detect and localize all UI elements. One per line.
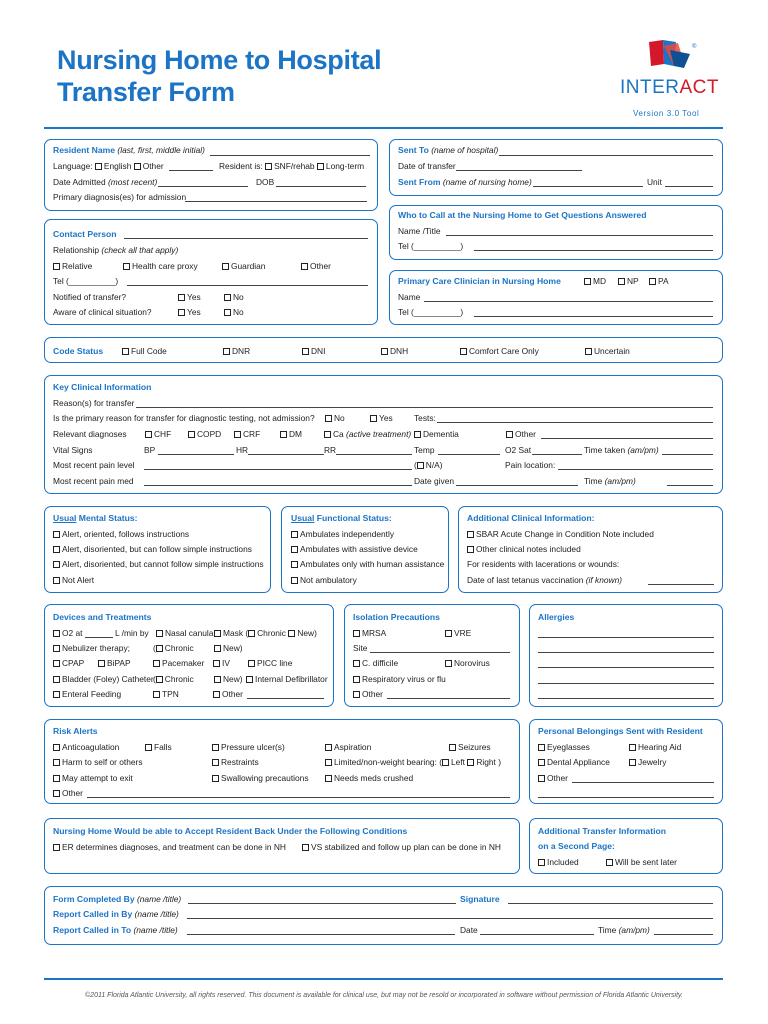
- other-notes-option: Other clinical notes included: [467, 544, 581, 555]
- vre-option: VRE: [445, 628, 471, 639]
- isolation-other-option: Other: [353, 689, 383, 700]
- ca-checkbox[interactable]: [324, 431, 331, 438]
- may-exit-checkbox[interactable]: [53, 775, 60, 782]
- bladder-chronic-checkbox[interactable]: [156, 676, 163, 683]
- cdiff-checkbox[interactable]: [353, 660, 360, 667]
- guardian-checkbox[interactable]: [222, 263, 229, 270]
- aware-yes: Yes: [178, 307, 201, 318]
- contact-tel-field[interactable]: [127, 285, 368, 286]
- functional-checkbox[interactable]: [291, 561, 298, 568]
- additional-transfer-label-b: on a Second Page:: [538, 841, 615, 851]
- enteral-checkbox[interactable]: [53, 691, 60, 698]
- pain-time-row: Time (am/pm): [584, 476, 636, 486]
- devices-other-option: Other: [213, 689, 243, 700]
- pa-option: PA: [649, 276, 669, 287]
- pain-na: ( N/A): [414, 460, 443, 470]
- unit-field[interactable]: [665, 186, 713, 187]
- relationship-row: Relationship (check all that apply): [53, 245, 179, 255]
- time-taken-row: Time taken (am/pm): [584, 445, 659, 455]
- isolation-label: Isolation Precautions: [353, 612, 440, 622]
- seizures-checkbox[interactable]: [449, 744, 456, 751]
- na-checkbox[interactable]: [417, 462, 424, 469]
- bladder-option: Bladder (Foley) Catheter: [53, 674, 154, 685]
- english-checkbox[interactable]: [95, 163, 102, 170]
- language-other-checkbox[interactable]: [134, 163, 141, 170]
- neb-new: New): [214, 643, 243, 654]
- rel-dx-label: Relevant diagnoses: [53, 429, 127, 439]
- uncertain-checkbox[interactable]: [585, 348, 592, 355]
- crf-checkbox[interactable]: [234, 431, 241, 438]
- left-checkbox[interactable]: [442, 759, 449, 766]
- completion-time-row: Time (am/pm): [598, 925, 650, 935]
- functional-item: Ambulates with assistive device: [291, 544, 418, 555]
- mental-checkbox[interactable]: [53, 577, 60, 584]
- restraints-option: Restraints: [212, 757, 259, 768]
- mrsa-option: MRSA: [353, 628, 386, 639]
- cdiff-option: C. difficile: [353, 658, 398, 669]
- aware-yes-checkbox[interactable]: [178, 309, 185, 316]
- dx-dm: DM: [280, 429, 302, 440]
- pcc-label: Primary Care Clinician in Nursing Home: [398, 276, 561, 286]
- sent-from-row: Sent From (name of nursing home): [398, 177, 532, 187]
- whocall-name-label: Name /Title: [398, 226, 441, 236]
- completion-date-label: Date: [460, 925, 478, 935]
- anticoag-option: Anticoagulation: [53, 742, 119, 753]
- neb-chronic: ( Chronic: [153, 643, 194, 653]
- jewelry-option: Jewelry: [629, 757, 666, 768]
- pacemaker-checkbox[interactable]: [153, 660, 160, 667]
- contact-tel-row: Tel (__________): [53, 276, 119, 286]
- copyright-footer: ©2011 Florida Atlantic University, all rights reserved. This document is available for clinical use, but may not be resold or incorporated in software without permission of Florida Atlantic University.: [85, 992, 683, 999]
- language-other-field[interactable]: [169, 170, 213, 171]
- pain-location-field[interactable]: [558, 469, 713, 470]
- bp-field[interactable]: [158, 454, 234, 455]
- mental-item: Alert, oriented, follows instructions: [53, 529, 189, 540]
- sent-to-field[interactable]: [499, 155, 713, 156]
- devices-other-field[interactable]: [247, 698, 324, 699]
- jewelry-checkbox[interactable]: [629, 759, 636, 766]
- allergies-line[interactable]: [538, 698, 714, 699]
- signature-field[interactable]: [508, 903, 713, 904]
- header-divider: [44, 127, 723, 129]
- functional-checkbox[interactable]: [291, 577, 298, 584]
- primary-dx-label: Primary diagnosis(es) for admission: [53, 192, 187, 202]
- guardian-option: Guardian: [222, 261, 265, 272]
- pain-med-field[interactable]: [144, 485, 412, 486]
- version-label: Version 3.0 Tool: [633, 109, 700, 118]
- right-checkbox[interactable]: [467, 759, 474, 766]
- o2-option: O2 at: [53, 628, 82, 639]
- devices-label: Devices and Treatments: [53, 612, 152, 622]
- sent-to-row: Sent To (name of hospital): [398, 145, 499, 155]
- pcc-tel-row: Tel (__________): [398, 307, 464, 317]
- bladder-new-checkbox[interactable]: [214, 676, 221, 683]
- contact-other-option: Other: [301, 261, 331, 272]
- dnr-checkbox[interactable]: [223, 348, 230, 355]
- risk-other-field[interactable]: [87, 797, 510, 798]
- lmin-label: L /min by: [115, 628, 149, 638]
- additional-transfer-label-a: Additional Transfer Information: [538, 826, 666, 836]
- pain-level-field[interactable]: [144, 469, 412, 470]
- whocall-name-field[interactable]: [446, 235, 713, 236]
- dx-copd: COPD: [188, 429, 221, 440]
- dx-chf: CHF: [145, 429, 171, 440]
- completed-by-field[interactable]: [188, 903, 456, 904]
- code-dni: DNI: [302, 346, 325, 357]
- primary-question: Is the primary reason for transfer for diagnostic testing, not admission?: [53, 413, 315, 423]
- limited-checkbox[interactable]: [325, 759, 332, 766]
- aspiration-checkbox[interactable]: [325, 744, 332, 751]
- proxy-option: Health care proxy: [123, 261, 198, 272]
- date-admitted-field[interactable]: [158, 186, 248, 187]
- allergies-line[interactable]: [538, 667, 714, 668]
- brand-wordmark: INTERACT: [620, 77, 719, 98]
- nasal-checkbox[interactable]: [156, 630, 163, 637]
- o2-checkbox[interactable]: [53, 630, 60, 637]
- resident-name-row: Resident Name (last, first, middle initial): [53, 145, 205, 155]
- relative-option: Relative: [53, 261, 92, 272]
- md-checkbox[interactable]: [584, 278, 591, 285]
- np-option: NP: [618, 276, 639, 287]
- isolation-other-field[interactable]: [387, 698, 510, 699]
- functional-item: Ambulates independently: [291, 529, 394, 540]
- title-line-2: Transfer Form: [57, 77, 235, 107]
- pcc-tel-field[interactable]: [474, 316, 713, 317]
- accept-back-label: Nursing Home Would be able to Accept Resident Back Under the Following Conditions: [53, 826, 408, 836]
- aware-no-checkbox[interactable]: [224, 309, 231, 316]
- resident-is-row: Resident is: SNF/rehab Long-term: [219, 161, 365, 171]
- noro-checkbox[interactable]: [445, 660, 452, 667]
- relative-checkbox[interactable]: [53, 263, 60, 270]
- pain-location-label: Pain location:: [505, 460, 556, 470]
- footer-divider: [44, 978, 723, 980]
- o2-rate-field[interactable]: [85, 637, 113, 638]
- contact-person-field[interactable]: [124, 238, 368, 239]
- sbar-option: SBAR Acute Change in Condition Note included: [467, 529, 654, 540]
- allergies-label: Allergies: [538, 612, 575, 622]
- site-field[interactable]: [370, 652, 510, 653]
- cpap-option: CPAP: [53, 658, 84, 669]
- risk-other-option: Other: [53, 788, 83, 799]
- mental-checkbox[interactable]: [53, 561, 60, 568]
- allergies-line[interactable]: [538, 652, 714, 653]
- aspiration-option: Aspiration: [325, 742, 371, 753]
- tests-label: Tests:: [414, 413, 436, 423]
- o2-field[interactable]: [532, 454, 582, 455]
- dob-label: DOB: [256, 177, 275, 187]
- functional-checkbox[interactable]: [291, 531, 298, 538]
- primary-yes-checkbox[interactable]: [370, 415, 377, 422]
- later-option: Will be sent later: [606, 857, 677, 868]
- mental-item: Alert, disoriented, but can follow simple instructions: [53, 544, 252, 555]
- belongings-other-option: Other: [538, 773, 568, 784]
- mental-item: Alert, disoriented, but cannot follow simple instructions: [53, 559, 264, 570]
- whocall-tel-field[interactable]: [474, 250, 713, 251]
- code-uncertain: Uncertain: [585, 346, 630, 357]
- resident-name-field[interactable]: [210, 155, 370, 156]
- er-checkbox[interactable]: [53, 844, 60, 851]
- primary-no-checkbox[interactable]: [325, 415, 332, 422]
- mask-option: Mask ( Chronic New): [214, 628, 317, 639]
- dental-checkbox[interactable]: [538, 759, 545, 766]
- long-term-checkbox[interactable]: [317, 163, 324, 170]
- completed-by-row: Form Completed By (name /title): [53, 894, 182, 904]
- copd-checkbox[interactable]: [188, 431, 195, 438]
- vitals-label: Vital Signs: [53, 445, 93, 455]
- code-dnr: DNR: [223, 346, 250, 357]
- bladder-new: New): [214, 674, 243, 685]
- rr-field[interactable]: [336, 454, 412, 455]
- swallow-option: Swallowing precautions: [212, 773, 309, 784]
- pa-checkbox[interactable]: [649, 278, 656, 285]
- dx-other: Other: [506, 429, 536, 440]
- eyeglasses-checkbox[interactable]: [538, 744, 545, 751]
- isolation-other-checkbox[interactable]: [353, 691, 360, 698]
- mental-item: Not Alert: [53, 575, 94, 586]
- dx-other-field[interactable]: [541, 438, 713, 439]
- pain-time-field[interactable]: [667, 485, 713, 486]
- pain-level-label: Most recent pain level: [53, 460, 135, 470]
- code-status-label: Code Status: [53, 346, 104, 356]
- mask-chronic-checkbox[interactable]: [248, 630, 255, 637]
- er-option: ER determines diagnoses, and treatment can be done in NH: [53, 842, 286, 853]
- hearing-checkbox[interactable]: [629, 744, 636, 751]
- notified-yes-checkbox[interactable]: [178, 294, 185, 301]
- aware-label: Aware of clinical situation?: [53, 307, 152, 317]
- snf-checkbox[interactable]: [265, 163, 272, 170]
- pcc-name-label: Name: [398, 292, 421, 302]
- bp-label: BP: [144, 445, 156, 455]
- code-comfort: Comfort Care Only: [460, 346, 539, 357]
- notified-label: Notified of transfer?: [53, 292, 127, 302]
- temp-field[interactable]: [438, 454, 500, 455]
- allergies-line[interactable]: [538, 637, 714, 638]
- functional-item: Ambulates only with human assistance: [291, 559, 444, 570]
- belongings-label: Personal Belongings Sent with Resident: [538, 726, 703, 736]
- language-row: Language: English Other: [53, 161, 164, 171]
- completion-time-field[interactable]: [654, 934, 713, 935]
- notified-no-checkbox[interactable]: [224, 294, 231, 301]
- called-to-field[interactable]: [187, 934, 455, 935]
- bladder-chronic: ( Chronic: [153, 674, 194, 684]
- contact-other-checkbox[interactable]: [301, 263, 308, 270]
- tests-field[interactable]: [437, 422, 713, 423]
- time-taken-field[interactable]: [662, 454, 713, 455]
- enteral-option: Enteral Feeding: [53, 689, 121, 700]
- picc-checkbox[interactable]: [248, 660, 255, 667]
- hr-label: HR: [236, 445, 249, 455]
- contact-person-label: Contact Person: [53, 229, 117, 239]
- dx-other-checkbox[interactable]: [506, 431, 513, 438]
- iv-checkbox[interactable]: [213, 660, 220, 667]
- called-by-field[interactable]: [187, 918, 713, 919]
- swallow-checkbox[interactable]: [212, 775, 219, 782]
- called-to-row: Report Called in To (name /title): [53, 925, 178, 935]
- bladder-checkbox[interactable]: [53, 676, 60, 683]
- nebulizer-checkbox[interactable]: [53, 645, 60, 652]
- anticoag-checkbox[interactable]: [53, 744, 60, 751]
- crushed-option: Needs meds crushed: [325, 773, 413, 784]
- key-clinical-label: Key Clinical Information: [53, 382, 152, 392]
- seizures-option: Seizures: [449, 742, 491, 753]
- pressure-option: Pressure ulcer(s): [212, 742, 285, 753]
- date-admitted-row: Date Admitted (most recent): [53, 177, 158, 187]
- devices-other-checkbox[interactable]: [213, 691, 220, 698]
- aware-no: No: [224, 307, 244, 318]
- tetanus-row: Date of last tetanus vaccination (if known): [467, 575, 623, 585]
- cpap-checkbox[interactable]: [53, 660, 60, 667]
- sbar-checkbox[interactable]: [467, 531, 474, 538]
- completion-date-field[interactable]: [480, 934, 594, 935]
- date-given-label: Date given: [414, 476, 455, 486]
- belongings-other-field[interactable]: [572, 782, 714, 783]
- reasons-label: Reason(s) for transfer: [53, 398, 135, 408]
- functional-item: Not ambulatory: [291, 575, 357, 586]
- primary-no: No: [325, 413, 345, 424]
- included-checkbox[interactable]: [538, 859, 545, 866]
- dx-dementia: Dementia: [414, 429, 459, 440]
- signature-label: Signature: [460, 894, 500, 904]
- np-checkbox[interactable]: [618, 278, 625, 285]
- dni-checkbox[interactable]: [302, 348, 309, 355]
- transfer-date-label: Date of transfer: [398, 161, 456, 171]
- nasal-option: Nasal canula: [156, 628, 213, 639]
- vre-checkbox[interactable]: [445, 630, 452, 637]
- may-exit-option: May attempt to exit: [53, 773, 133, 784]
- dx-crf: CRF: [234, 429, 260, 440]
- iv-option: IV: [213, 658, 230, 669]
- restraints-checkbox[interactable]: [212, 759, 219, 766]
- temp-label: Temp: [414, 445, 435, 455]
- belongings-other-field-2[interactable]: [538, 797, 714, 798]
- mrsa-checkbox[interactable]: [353, 630, 360, 637]
- o2-label: O2 Sat: [505, 445, 532, 455]
- pressure-checkbox[interactable]: [212, 744, 219, 751]
- lacerations-label: For residents with lacerations or wounds:: [467, 559, 620, 569]
- primary-dx-field[interactable]: [185, 201, 367, 202]
- proxy-checkbox[interactable]: [123, 263, 130, 270]
- full-code-checkbox[interactable]: [122, 348, 129, 355]
- mask-checkbox[interactable]: [214, 630, 221, 637]
- bipap-option: BiPAP: [98, 658, 131, 669]
- risk-other-checkbox[interactable]: [53, 790, 60, 797]
- registered-mark: ®: [692, 44, 697, 50]
- bipap-checkbox[interactable]: [98, 660, 105, 667]
- noro-option: Norovirus: [445, 658, 490, 669]
- falls-checkbox[interactable]: [145, 744, 152, 751]
- whocall-tel-row: Tel (__________): [398, 241, 464, 251]
- notified-no: No: [224, 292, 244, 303]
- included-option: Included: [538, 857, 579, 868]
- additional-clinical-label: Additional Clinical Information:: [467, 513, 595, 523]
- tetanus-date-field[interactable]: [648, 584, 714, 585]
- falls-option: Falls: [145, 742, 172, 753]
- crushed-checkbox[interactable]: [325, 775, 332, 782]
- unit-label: Unit: [647, 177, 662, 187]
- defib-checkbox[interactable]: [246, 676, 253, 683]
- title-line-1: Nursing Home to Hospital: [57, 45, 382, 75]
- neb-chronic-checkbox[interactable]: [156, 645, 163, 652]
- vs-checkbox[interactable]: [302, 844, 309, 851]
- mental-checkbox[interactable]: [53, 546, 60, 553]
- mask-new-checkbox[interactable]: [288, 630, 295, 637]
- limited-option: Limited/non-weight bearing: ( Left Right ): [325, 757, 501, 768]
- risk-alerts-label: Risk Alerts: [53, 726, 98, 736]
- hr-field[interactable]: [248, 454, 324, 455]
- pacemaker-option: Pacemaker: [153, 658, 204, 669]
- dx-ca: Ca (active treatment): [324, 429, 411, 440]
- pcc-name-field[interactable]: [424, 301, 713, 302]
- sent-from-field[interactable]: [533, 186, 643, 187]
- notified-yes: Yes: [178, 292, 201, 303]
- functional-checkbox[interactable]: [291, 546, 298, 553]
- primary-yes: Yes: [370, 413, 393, 424]
- called-by-row: Report Called in By (name /title): [53, 909, 179, 919]
- dnh-checkbox[interactable]: [381, 348, 388, 355]
- dental-option: Dental Appliance: [538, 757, 610, 768]
- eyeglasses-option: Eyeglasses: [538, 742, 590, 753]
- dm-checkbox[interactable]: [280, 431, 287, 438]
- harm-checkbox[interactable]: [53, 759, 60, 766]
- code-dnh: DNH: [381, 346, 408, 357]
- harm-option: Harm to self or others: [53, 757, 143, 768]
- other-notes-checkbox[interactable]: [467, 546, 474, 553]
- who-to-call-label: Who to Call at the Nursing Home to Get Questions Answered: [398, 210, 647, 220]
- tpn-checkbox[interactable]: [153, 691, 160, 698]
- reasons-field[interactable]: [136, 407, 713, 408]
- site-label: Site: [353, 643, 368, 653]
- date-given-field[interactable]: [456, 485, 578, 486]
- pain-med-label: Most recent pain med: [53, 476, 134, 486]
- nebulizer-option: Nebulizer therapy;: [53, 643, 130, 654]
- resp-checkbox[interactable]: [353, 676, 360, 683]
- dementia-checkbox[interactable]: [414, 431, 421, 438]
- transfer-date-field[interactable]: [456, 170, 582, 171]
- code-full: Full Code: [122, 346, 167, 357]
- chf-checkbox[interactable]: [145, 431, 152, 438]
- form-title: [57, 44, 457, 108]
- defib-option: Internal Defibrillator: [246, 674, 328, 685]
- picc-option: PICC line: [248, 658, 292, 669]
- comfort-care-checkbox[interactable]: [460, 348, 467, 355]
- tpn-option: TPN: [153, 689, 179, 700]
- mental-checkbox[interactable]: [53, 531, 60, 538]
- functional-status-label: Usual Functional Status:: [291, 513, 392, 523]
- allergies-line[interactable]: [538, 683, 714, 684]
- md-option: MD: [584, 276, 606, 287]
- vs-option: VS stabilized and follow up plan can be done in NH: [302, 842, 501, 853]
- dob-field[interactable]: [276, 186, 366, 187]
- later-checkbox[interactable]: [606, 859, 613, 866]
- rr-label: RR: [324, 445, 337, 455]
- mental-status-label: Usual Mental Status:: [53, 513, 138, 523]
- hearing-option: Hearing Aid: [629, 742, 681, 753]
- resp-option: Respiratory virus or flu: [353, 674, 446, 685]
- neb-new-checkbox[interactable]: [214, 645, 221, 652]
- belongings-other-checkbox[interactable]: [538, 775, 545, 782]
